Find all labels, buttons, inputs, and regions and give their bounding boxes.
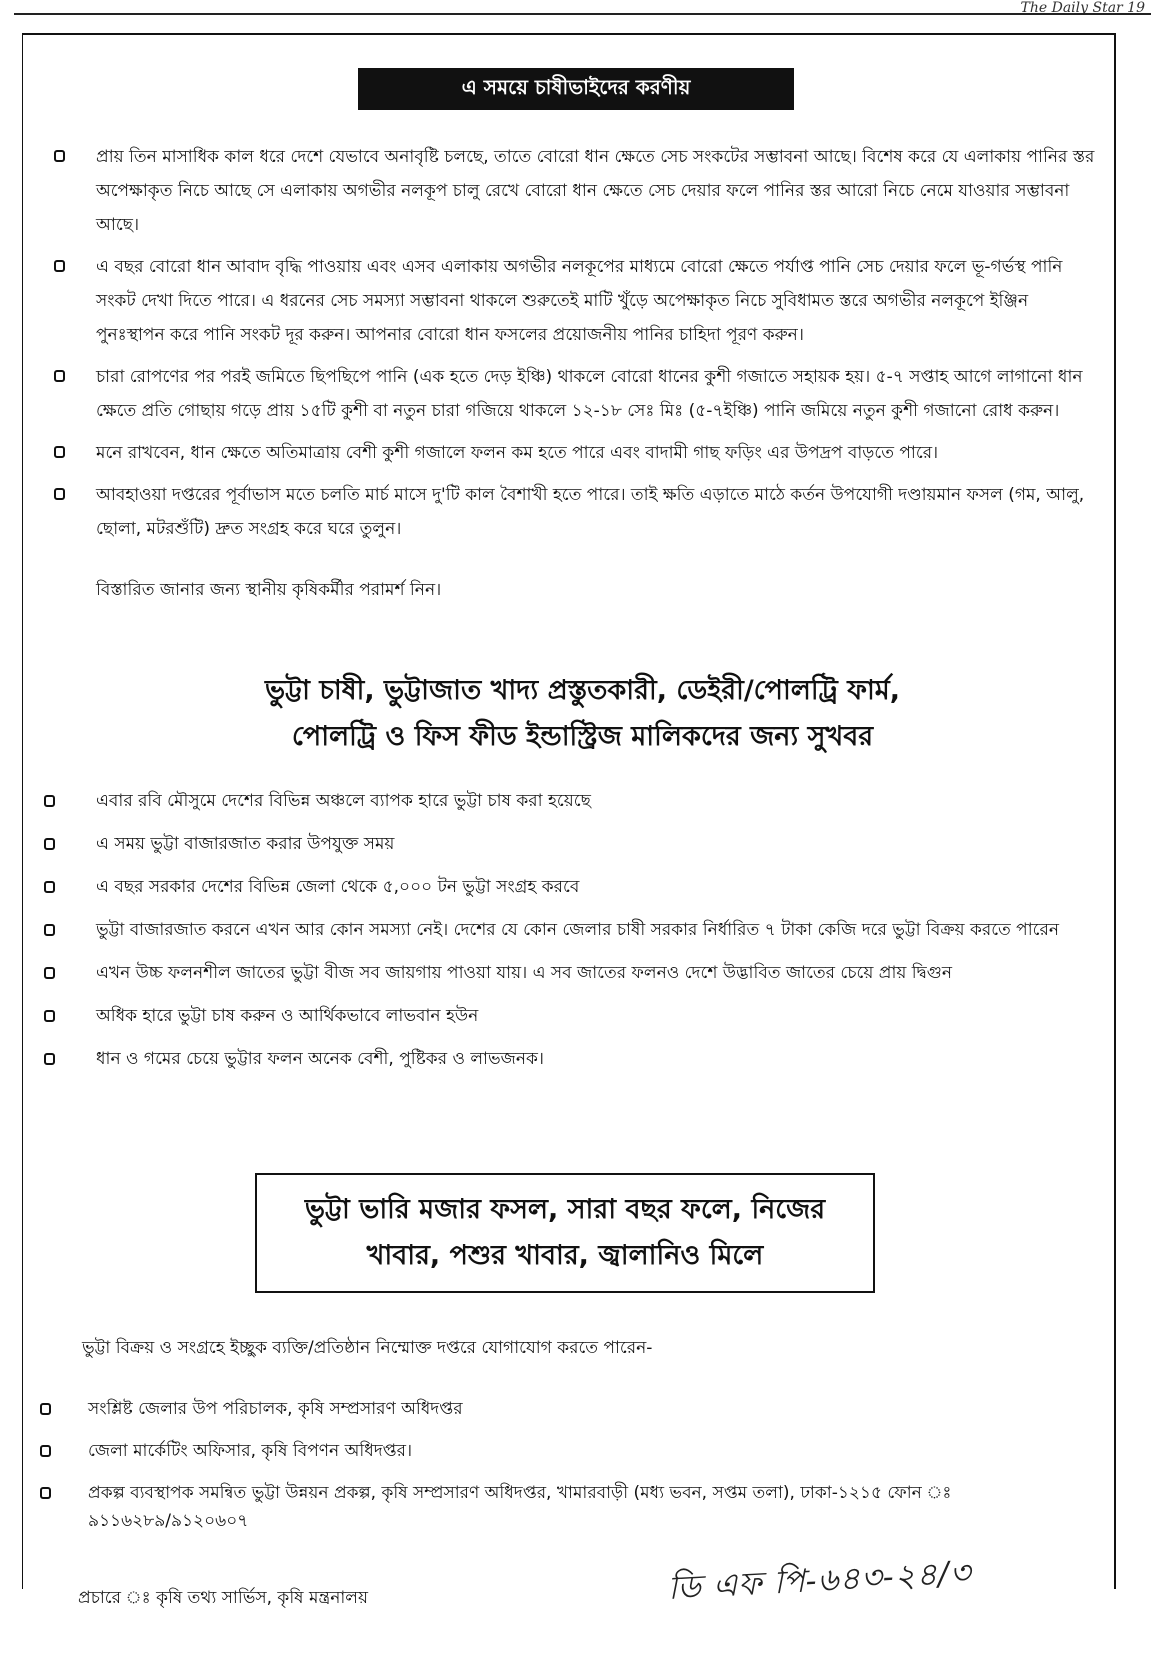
list-item [96, 831, 1096, 858]
farmer-advice-list [96, 140, 1096, 554]
item-text: চারা রোপণের পর পরই জমিতে ছিপছিপে পানি (এক হতে দেড় ইঞ্চি) থাকলে বোরো ধানের কুশী গজাতে সহায়ক হয়। ৫-৭ সপ্তাহ আগে লাগানো ধান ক্ষেতে প্রতি গোছায় গড়ে প্রায় ১৫টি কুশী বা নতুন চারা গজিয়ে থাকলে ১২-১৮ সেঃ মিঃ (৫-৭ইঞ্চি) পানি জমিয়ে নতুন কুশী গজানো রোধ করুন। [96, 367, 1083, 421]
item-text: এখন উচ্চ ফলনশীল জাতের ভুট্টা বীজ সব জায়গায় পাওয়া যায়। এ সব জাতের ফলনও দেশে উদ্ভাবিত জাতের চেয়ে প্রায় দ্বিগুন [96, 963, 952, 983]
slogan-box [255, 1173, 875, 1293]
item-text: এবার রবি মৌসুমে দেশের বিভিন্ন অঞ্চলে ব্যাপক হারে ভুট্টা চাষ করা হয়েছে [96, 791, 591, 811]
list-item [96, 140, 1096, 242]
item-text: এ সময় ভুট্টা বাজারজাত করার উপযুক্ত সময় [96, 834, 395, 854]
item-text: এ বছর সরকার দেশের বিভিন্ন জেলা থেকে ৫,০০০ টন ভুট্টা সংগ্রহ করবে [96, 877, 580, 897]
list-item [96, 436, 1096, 470]
list-item [88, 1395, 1088, 1423]
list-item [96, 1046, 1096, 1073]
checkbox-bullet-icon [44, 795, 55, 807]
list-item [88, 1479, 1088, 1535]
checkbox-bullet-icon [54, 260, 65, 272]
checkbox-bullet-icon [54, 150, 65, 162]
item-text: ভুট্টা বাজারজাত করনে এখন আর কোন সমস্যা নেই। দেশের যে কোন জেলার চাষী সরকার নির্ধারিত ৭ টাকা কেজি দরে ভুট্টা বিক্রয় করতে পারেন [96, 920, 1059, 940]
item-text: ধান ও গমের চেয়ে ভুট্টার ফলন অনেক বেশী, পুষ্টিকর ও লাভজনক। [96, 1049, 544, 1069]
maize-headline [120, 668, 1045, 760]
list-item [96, 478, 1096, 546]
checkbox-bullet-icon [44, 881, 55, 893]
list-item [96, 250, 1096, 352]
checkbox-bullet-icon [40, 1403, 51, 1415]
list-item [96, 360, 1096, 428]
headline-line-2: পোলট্রি ও ফিস ফীড ইন্ডাস্ট্রিজ মালিকদের জন্য সুখবর [291, 721, 874, 752]
item-text: মনে রাখবেন, ধান ক্ষেতে অতিমাত্রায় বেশী কুশী গজালে ফলন কম হতে পারে এবং বাদামী গাছ ফড়িং এর উপদ্রপ বাড়তে পারে। [96, 443, 939, 463]
checkbox-bullet-icon [40, 1487, 51, 1499]
top-rule [14, 13, 1151, 15]
masthead: The Daily Star 19 [1020, 0, 1145, 16]
checkbox-bullet-icon [54, 370, 65, 382]
slogan-line-1: ভুট্টা ভারি মজার ফসল, সারা বছর ফলে, নিজের [304, 1194, 826, 1225]
slogan-line-2: খাবার, পশুর খাবার, জ্বালানিও মিলে [366, 1240, 764, 1271]
publisher-footer: প্রচারে ঃ কৃষি তথ্য সার্ভিস, কৃষি মন্ত্রনালয় [78, 1588, 368, 1608]
checkbox-bullet-icon [44, 1053, 55, 1065]
list-item [96, 917, 1096, 944]
item-text: জেলা মার্কেটিং অফিসার, কৃষি বিপণন অধিদপ্তর। [88, 1441, 413, 1461]
checkbox-bullet-icon [40, 1445, 51, 1457]
item-text: প্রায় তিন মাসাধিক কাল ধরে দেশে যেভাবে অনাবৃষ্টি চলছে, তাতে বোরো ধান ক্ষেতে সেচ সংকটের সম্ভাবনা আছে। বিশেষ করে যে এলাকায় পানির স্তর অপেক্ষাকৃত নিচে আছে সে এলাকায় অগভীর নলকূপ চালু রেখে বোরো ধান ক্ষেতে সেচ দেয়ার ফলে পানির স্তর আরো নিচে নেমে যাওয়ার সম্ভাবনা আছে। [96, 147, 1095, 235]
headline-line-1: ভুট্টা চাষী, ভুট্টাজাত খাদ্য প্রস্তুতকারী, ডেইরী/পোলট্রি ফার্ম, [264, 675, 901, 706]
list-item [96, 874, 1096, 901]
checkbox-bullet-icon [44, 924, 55, 936]
item-text: সংশ্লিষ্ট জেলার উপ পরিচালক, কৃষি সম্প্রসারণ অধিদপ্তর [88, 1399, 463, 1419]
banner-title: এ সময়ে চাষীভাইদের করণীয় [358, 68, 794, 110]
item-text: প্রকল্প ব্যবস্থাপক সমন্বিত ভুট্টা উন্নয়ন প্রকল্প, কৃষি সম্প্রসারণ অধিদপ্তর, খামারবাড়ী (মধ্য ভবন, সপ্তম তলা), ঢাকা-১২১৫ ফোন ঃ ৯১১৬২৮৯/৯১২০৬০৭ [88, 1483, 952, 1531]
contact-list [88, 1395, 1088, 1549]
item-text: আবহাওয়া দপ্তরের পূর্বাভাস মতে চলতি মার্চ মাসে দু'টি কাল বৈশাখী হতে পারে। তাই ক্ষতি এড়াতে মাঠে কর্তন উপযোগী দণ্ডায়মান ফসল (গম, আলু, ছোলা, মটরশুঁটি) দ্রুত সংগ্রহ করে ঘরে তুলুন। [96, 485, 1085, 539]
checkbox-bullet-icon [44, 1010, 55, 1022]
list-item [96, 788, 1096, 815]
maize-news-list [96, 788, 1096, 1089]
list-item [96, 1003, 1096, 1030]
contact-intro: ভুট্টা বিক্রয় ও সংগ্রহে ইচ্ছুক ব্যক্তি/প্রতিষ্ঠান নিম্মোক্ত দপ্তরে যোগাযোগ করতে পারেন- [82, 1338, 653, 1358]
checkbox-bullet-icon [54, 488, 65, 500]
list-item [88, 1437, 1088, 1465]
checkbox-bullet-icon [44, 967, 55, 979]
dfp-signature: ডি এফ পি-৬৪৩-২৪/৩ [667, 1553, 973, 1607]
checkbox-bullet-icon [54, 446, 65, 458]
item-text: অধিক হারে ভুট্টা চাষ করুন ও আর্থিকভাবে লাভবান হউন [96, 1006, 479, 1026]
advice-note: বিস্তারিত জানার জন্য স্থানীয় কৃষিকর্মীর পরামর্শ নিন। [96, 580, 442, 600]
checkbox-bullet-icon [44, 838, 55, 850]
item-text: এ বছর বোরো ধান আবাদ বৃদ্ধি পাওয়ায় এবং এসব এলাকায় অগভীর নলকূপের মাধ্যমে বোরো ক্ষেতে পর্যাপ্ত পানি সেচ দেয়ার ফলে ভূ-গর্ভস্থ পানি সংকট দেখা দিতে পারে। এ ধরনের সেচ সমস্যা সম্ভাবনা থাকলে শুরুতেই মাটি খুঁড়ে অপেক্ষাকৃত নিচে সুবিধামত স্তরে অগভীর নলকূপে ইঞ্জিন পুনঃস্থাপন করে পানি সংকট দূর করুন। আপনার বোরো ধান ফসলের প্রয়োজনীয় পানির চাহিদা পূরণ করুন। [96, 257, 1063, 345]
list-item [96, 960, 1096, 987]
